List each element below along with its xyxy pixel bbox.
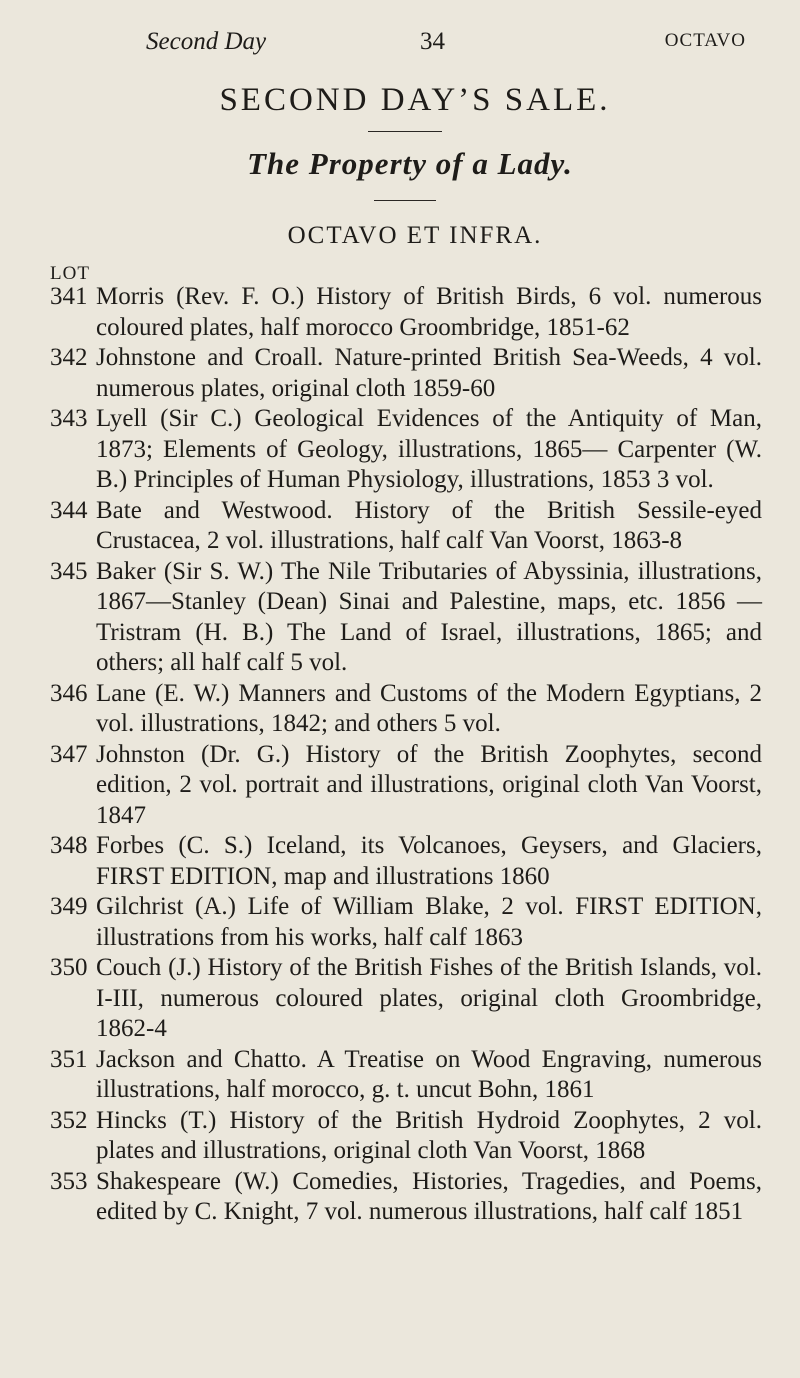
lot-description: Forbes (C. S.) Iceland, its Volcanoes, Geysers, and Glaciers, FIRST EDITION, map and illustrations 1860	[96, 832, 762, 890]
lot-entry-350	[50, 953, 762, 1045]
running-head	[146, 28, 746, 62]
lot-entry-343	[50, 404, 762, 496]
property-divider	[374, 200, 436, 201]
sale-title: SECOND DAY’S SALE.	[219, 82, 611, 118]
lot-entry-351	[50, 1045, 762, 1106]
lot-description: Johnston (Dr. G.) History of the British Zoophytes, second edition, 2 vol. portrait and illustrations, original cloth Van Voorst, 1847	[96, 740, 762, 829]
lot-number: 352	[50, 1106, 88, 1134]
lot-description: Couch (J.) History of the British Fishes of the British Islands, vol. I-III, numerous coloured plates, original cloth Groombridge, 1862-4	[96, 954, 762, 1042]
lot-column-header: LOT	[50, 263, 90, 284]
lot-entry-341	[50, 282, 762, 343]
lot-entry-353	[50, 1167, 762, 1228]
lot-entry-344	[50, 496, 762, 557]
lot-description: Johnstone and Croall. Nature-printed British Sea-Weeds, 4 vol. numerous plates, original cloth 1859-60	[96, 344, 762, 402]
lot-description: Gilchrist (A.) Life of William Blake, 2 vol. FIRST EDITION, illustrations from his works, half calf 1863	[96, 893, 762, 951]
lot-number: 345	[50, 557, 88, 585]
lot-entry-342	[50, 343, 762, 404]
lot-number: 348	[50, 832, 88, 859]
section-title: OCTAVO ET INFRA.	[287, 222, 543, 249]
lot-description: Lyell (Sir C.) Geological Evidences of the Antiquity of Man, 1873; Elements of Geology, illustrations, 1865— Carpenter (W. B.) Principles of Human Physiology, illustrations, 1853 3 vol.	[96, 405, 762, 493]
lot-list	[50, 282, 762, 1228]
title-divider	[368, 131, 442, 132]
lot-entry-346	[50, 679, 762, 740]
page-number: 34	[420, 28, 445, 55]
lot-entry-352	[50, 1106, 762, 1167]
lot-entry-348	[50, 831, 762, 892]
lot-number: 353	[50, 1167, 88, 1195]
lot-number: 341	[50, 283, 88, 310]
lot-number: 346	[50, 679, 88, 707]
lot-entry-347	[50, 740, 762, 832]
lot-description: Hincks (T.) History of the British Hydroid Zoophytes, 2 vol. plates and illustrations, original cloth Van Voorst, 1868	[96, 1106, 762, 1164]
lot-description: Bate and Westwood. History of the British Sessile-eyed Crustacea, 2 vol. illustrations, half calf Van Voorst, 1863-8	[96, 496, 762, 554]
lot-number: 350	[50, 954, 88, 981]
lot-number: 343	[50, 405, 88, 432]
lot-description: Baker (Sir S. W.) The Nile Tributaries of Abyssinia, illustrations, 1867—Stanley (Dean) Sinai and Palestine, maps, etc. 1856 — Tristram (H. B.) The Land of Israel, illustrations, 1865; and others; all half calf 5 vol.	[96, 557, 762, 676]
lot-description: Lane (E. W.) Manners and Customs of the Modern Egyptians, 2 vol. illustrations, 1842; and others 5 vol.	[96, 679, 762, 737]
property-line: The Property of a Lady.	[247, 146, 573, 181]
running-head-right: OCTAVO	[664, 30, 746, 51]
lot-number: 351	[50, 1045, 88, 1073]
lot-number: 347	[50, 740, 88, 768]
lot-description: Jackson and Chatto. A Treatise on Wood Engraving, numerous illustrations, half morocco, g. t. uncut Bohn, 1861	[96, 1045, 762, 1103]
lot-entry-349	[50, 892, 762, 953]
lot-entry-345	[50, 557, 762, 679]
lot-number: 349	[50, 893, 88, 920]
running-head-left: Second Day	[146, 28, 267, 55]
lot-number: 342	[50, 344, 88, 371]
lot-number: 344	[50, 496, 88, 524]
lot-description: Morris (Rev. F. O.) History of British Birds, 6 vol. numerous coloured plates, half morocco Groombridge, 1851-62	[96, 283, 762, 341]
lot-description: Shakespeare (W.) Comedies, Histories, Tragedies, and Poems, edited by C. Knight, 7 vol. numerous illustrations, half calf 1851	[96, 1167, 762, 1225]
